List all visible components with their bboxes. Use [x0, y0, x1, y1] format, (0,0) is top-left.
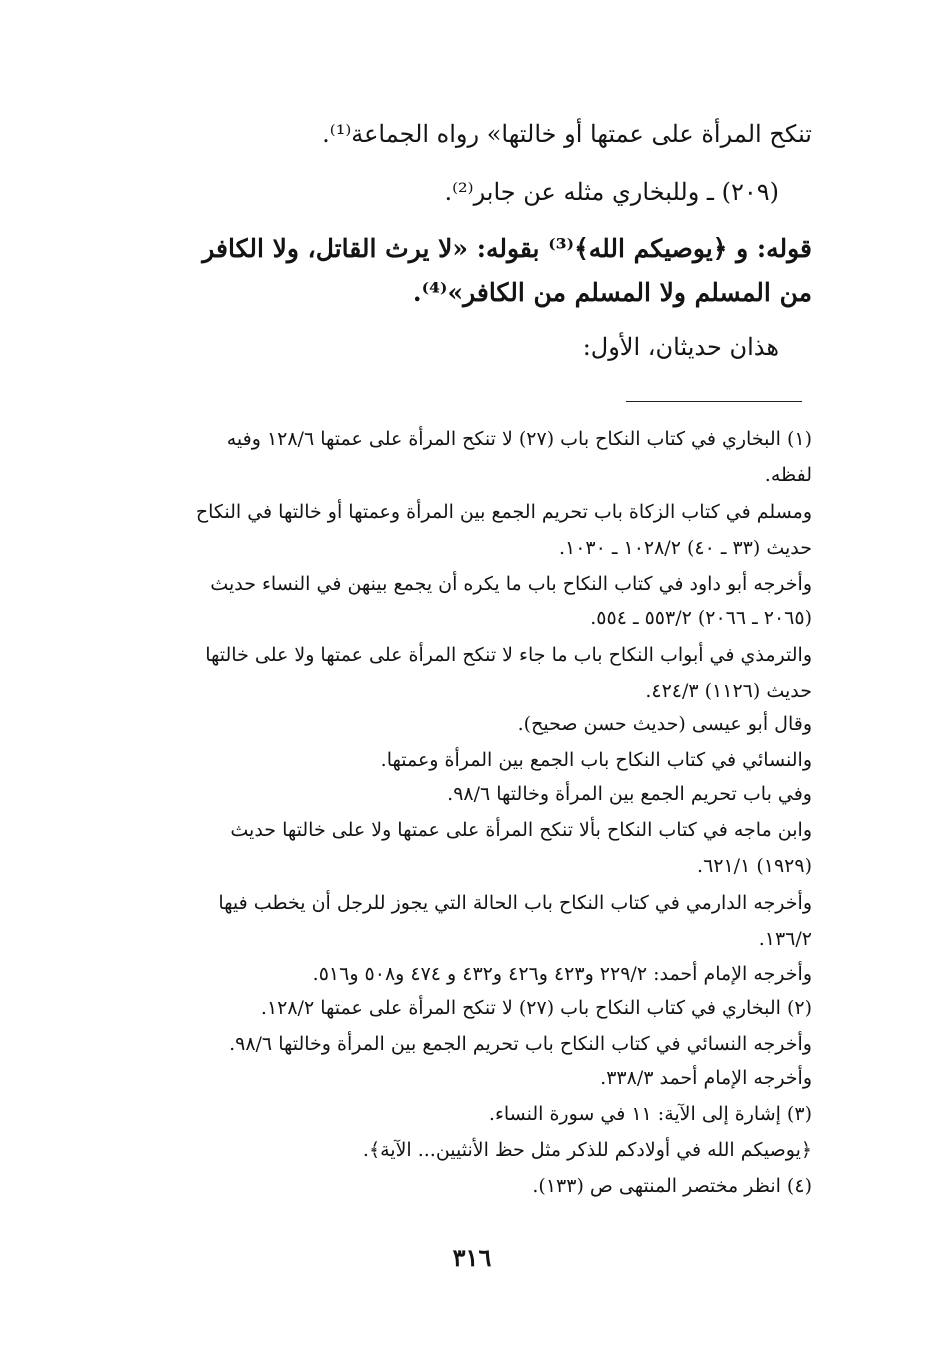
footnote-1-line: ومسلم في كتاب الزكاة باب تحريم الجمع بين المرأة وعمتها أو خالتها في النكاح — [195, 501, 812, 523]
footnote-1-line: وأخرجه الدارمي في كتاب النكاح باب الحالة التي يجوز للرجل أن يخطب فيها — [218, 892, 812, 914]
footnote-1-line: ١٣٦/٢. — [758, 928, 812, 950]
body-line-hadhan: هذان حديثان، الأول: — [582, 333, 779, 361]
footnote-3-line: (٣) إشارة إلى الآية: ١١ في سورة النساء. — [488, 1103, 812, 1125]
footnote-1-line: وأخرجه أبو داود في كتاب النكاح باب ما يكره أن يجمع بينهن في النساء حديث — [210, 573, 812, 595]
footnote-1-line: وقال أبو عيسى (حديث حسن صحيح). — [517, 713, 812, 735]
body-line-qawluhu: قوله: و ﴿يوصيكم الله﴾⁽³⁾ بقوله: «لا يرث القاتل، ولا الكافر — [202, 234, 812, 263]
footnote-1-line: وابن ماجه في كتاب النكاح بألا تنكح المرأة على عمتها ولا على خالتها حديث — [230, 819, 812, 841]
footnote-1-line: (١٩٢٩) ٦٢١/١. — [697, 855, 812, 877]
footnote-1-line: وأخرجه الإمام أحمد: ٢٢٩/٢ و٤٢٣ و٤٢٦ و٤٣٢ و ٤٧٤ و٥٠٨ و٥١٦. — [312, 963, 812, 985]
footnote-1-line: لفظه. — [764, 464, 812, 486]
footnote-2-line: وأخرجه النسائي في كتاب النكاح باب تحريم الجمع بين المرأة وخالتها ٩٨/٦. — [229, 1033, 812, 1055]
page-number: ٣١٦ — [452, 1243, 492, 1272]
footnote-2-line: وأخرجه الإمام أحمد ٣٣٨/٣. — [600, 1067, 812, 1089]
footnote-1-line: والنسائي في كتاب النكاح باب الجمع بين المرأة وعمتها. — [380, 749, 812, 771]
footnote-1-line: (٢٠٦٥ ـ ٢٠٦٦) ٥٥٣/٢ ـ ٥٥٤. — [590, 607, 812, 629]
footnote-2-line: (٢) البخاري في كتاب النكاح باب (٢٧) لا تنكح المرأة على عمتها ١٢٨/٢. — [260, 997, 812, 1019]
body-line-1: تنكح المرأة على عمتها أو خالتها» رواه الجماعة⁽¹⁾. — [322, 120, 812, 148]
footnote-1-line: حديث (٣٣ ـ ٤٠) ١٠٢٨/٢ ـ ١٠٣٠. — [558, 537, 812, 559]
footnote-1-line: وفي باب تحريم الجمع بين المرأة وخالتها ٩٨/٦. — [447, 783, 812, 805]
footnote-1-line: حديث (١١٢٦) ٤٢٤/٣. — [645, 680, 812, 702]
footnote-separator — [626, 401, 802, 402]
body-line-hadith-209: (٢٠٩) ـ وللبخاري مثله عن جابر⁽²⁾. — [444, 178, 779, 206]
footnote-1-line: والترمذي في أبواب النكاح باب ما جاء لا تنكح المرأة على عمتها ولا على خالتها — [205, 644, 812, 666]
footnote-4-line: (٤) انظر مختصر المنتهى ص (١٣٣). — [532, 1175, 812, 1197]
footnote-1-line: (١) البخاري في كتاب النكاح باب (٢٧) لا تنكح المرأة على عمتها ١٢٨/٦ وفيه — [226, 428, 812, 450]
footnote-3-line: ﴿يوصيكم الله في أولادكم للذكر مثل حظ الأنثيين... الآية﴾. — [362, 1139, 812, 1161]
body-line-continuation: من المسلم ولا المسلم من الكافر»⁽⁴⁾. — [412, 278, 812, 307]
